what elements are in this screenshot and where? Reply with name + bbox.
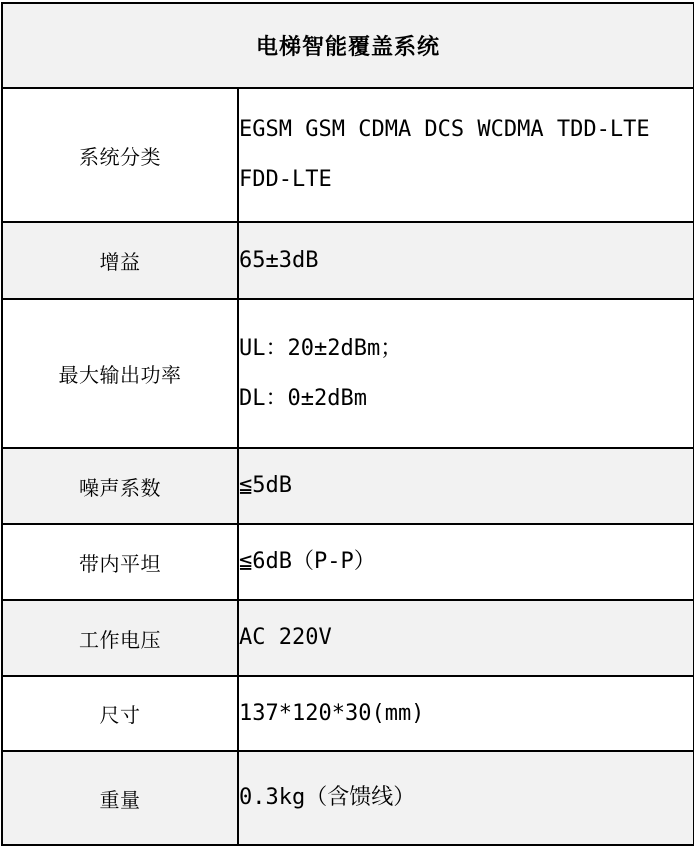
row-label-working-voltage: 工作电压: [2, 600, 238, 676]
value-line: 65±3dB: [239, 247, 319, 273]
row-value-weight: [238, 751, 694, 845]
value-line: FDD-LTE: [239, 167, 332, 192]
row-label-max-output-power: 最大输出功率: [2, 299, 238, 448]
spec-table: [1, 2, 694, 846]
table-title: 电梯智能覆盖系统: [2, 3, 694, 88]
table-row-dimensions: [2, 676, 694, 751]
value-line: 0.3kg（含馈线）: [239, 785, 416, 810]
table-row-noise-figure: [2, 448, 694, 524]
value-line: ≦5dB: [239, 473, 292, 498]
row-label-weight: 重量: [2, 751, 238, 845]
table-header-row: [2, 3, 694, 88]
value-line: EGSM GSM CDMA DCS WCDMA TDD-LTE: [239, 117, 650, 142]
row-value-gain: [238, 222, 694, 299]
row-label-in-band-flatness: 带内平坦: [2, 524, 238, 600]
row-label-system-category: 系统分类: [2, 88, 238, 222]
table-row-working-voltage: [2, 600, 694, 676]
row-label-dimensions: 尺寸: [2, 676, 238, 751]
value-line: ≦6dB（P-P）: [239, 549, 376, 574]
row-label-gain: 增益: [2, 222, 238, 299]
row-value-system-category: [238, 88, 694, 222]
row-value-in-band-flatness: [238, 524, 694, 600]
row-value-noise-figure: [238, 448, 694, 524]
row-value-dimensions: [238, 676, 694, 751]
table-row-weight: [2, 751, 694, 845]
value-line: UL：20±2dBm；: [239, 335, 403, 361]
row-value-max-output-power: [238, 299, 694, 448]
row-value-working-voltage: [238, 600, 694, 676]
value-line: DL：0±2dBm: [239, 385, 367, 411]
value-line: AC 220V: [239, 625, 332, 650]
table-row-max-output-power: [2, 299, 694, 448]
table-row-system-category: [2, 88, 694, 222]
table-row-in-band-flatness: [2, 524, 694, 600]
table-row-gain: [2, 222, 694, 299]
value-line: 137*120*30(mm): [239, 700, 425, 726]
row-label-noise-figure: 噪声系数: [2, 448, 238, 524]
